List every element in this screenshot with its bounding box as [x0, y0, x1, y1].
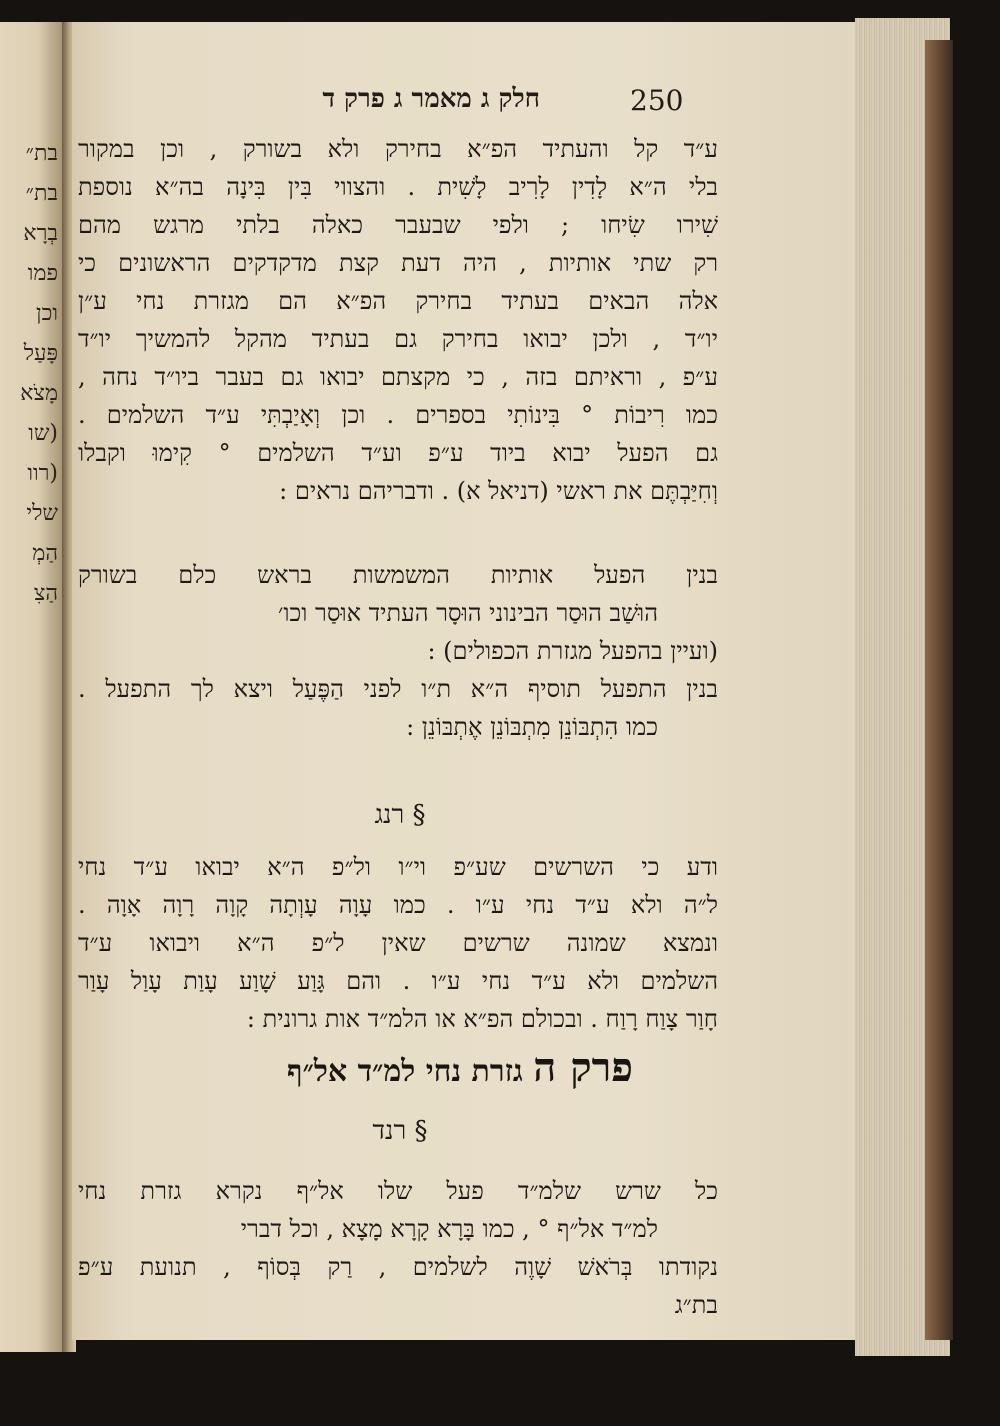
paragraph-2 — [78, 848, 718, 1038]
text-line: הוּשַׁב הוּסַר הבינוני הוּסָר העתיד אוּסַר וכו׳ — [277, 599, 658, 627]
text-line: כמו הִתְבּוֹנֵן מִתְבּוֹנֵן אֶתְבּוֹנֵן : — [406, 713, 658, 741]
paragraph-1 — [78, 130, 718, 510]
left-fragment: בת״ — [25, 181, 58, 206]
text-line: בלי ה״א לָדִין לָרִיב לָשִׁית . והצווי בִּין בִּינָה בה״א נוספת — [78, 173, 718, 201]
text-line: ודע כי השרשים שע״פ וי״ו ול״פ ה״א יבואו ע״ד נחי — [78, 853, 718, 881]
text-line: למ״ד אל״ף ° , כמו בָּרָא קָרָא מָצָא , וכל דברי — [240, 1215, 658, 1243]
text-line: ל״ה ולא ע״ד נחי ע״ו . כמו עָוָה עָוְתָה קָוָה רָוָה אָוָה . — [78, 891, 718, 919]
left-fragment: פָּעַל — [23, 341, 58, 366]
text-line: בנין התפעל תוסיף ה״א ת״ו לפני הַפֶּעַל ויצא לך התפעל . — [78, 675, 718, 703]
text-line: ונמצא שמונה שרשים שאין ל״פ ה״א ויבואו ע״ד — [78, 929, 718, 957]
text-line: גם הפעל יבוא ביוד ע״פ וע״ד השלמים ° קִימוּ וקבלו — [78, 439, 718, 467]
left-fragment: פמו — [27, 261, 58, 286]
paragraph-3 — [78, 1172, 718, 1324]
left-fragment: מָצֹא — [20, 381, 58, 406]
text-line: רק שתי אותיות , היה דעת קצת מדקדקים הראשונים כי — [78, 249, 718, 277]
left-page — [0, 22, 62, 1352]
running-header: חלק ג מאמר ג פרק ד — [322, 84, 540, 114]
text-line: חָוַר צָוַח רָוַח . ובכולם הפ״א או הלמ״ד אות גרונית : — [246, 1005, 718, 1033]
text-line: כמו רִיבוֹת ° בִּינוֹתִי בספרים . וכן וְאָיַבְתִּי ע״ד השלמים . — [78, 401, 718, 429]
left-fragment: (שו — [28, 421, 58, 446]
left-fragment: (רוו — [27, 461, 58, 486]
text-line: ע״פ , וראיתם בזה , כי מקצתם יבואו גם בעבר ביו״ד נחה , — [78, 363, 718, 391]
binyan-section — [78, 556, 718, 746]
chapter-heading — [250, 1044, 670, 1091]
page-number: 250 — [630, 84, 684, 117]
chapter-title: גזרת נחי למ״ד אל״ף — [286, 1054, 523, 1089]
left-fragment: שלי — [26, 501, 58, 526]
text-line: בנין הפעל אותיות המשמשות בראש כלם בשורק — [78, 561, 718, 589]
text-line: השלמים ולא ע״ד נחי ע״ו . והם גָּוַע שָׁוַע עָוַת עָוַל עָוַר — [78, 967, 718, 995]
left-fragment: וכן — [36, 301, 58, 326]
text-line: (ועיין בהפעל מגזרת הכפולים) : — [427, 637, 718, 665]
text-line: שִׁירו שִׂיחו ; ולפי שבעבר כאלה בלתי מרגש מהם — [78, 211, 718, 239]
left-fragment: בת״ — [25, 141, 58, 166]
left-fragment: הַצִ — [33, 581, 58, 606]
section-mark: § רנד — [372, 1116, 428, 1146]
text-line: נקודתו בְּרֹאשׁ שָׁוֶה לשלמים , רַק בְּסוֹף , תנועת ע״פ — [78, 1253, 718, 1281]
text-line: וְחִיַּבְתֶּם את ראשי (דניאל א) . ודבריהם נראים : — [279, 477, 718, 505]
left-fragment: הַמְ — [32, 541, 58, 566]
chapter-word: פרק ה — [533, 1044, 634, 1091]
left-page-fragments — [0, 134, 58, 614]
text-line: ע״ד קל והעתיד הפ״א בחירק ולא בשורק , וכן במקור — [78, 135, 718, 163]
text-line: בת״ג — [674, 1291, 718, 1319]
text-line: אלה הבאים בעתיד בחירק הפ״א הם מגזרת נחי ע״ן — [78, 287, 718, 315]
text-line: כל שרש שלמ״ד פעל שלו אל״ף נקרא גזרת נחי — [78, 1177, 718, 1205]
text-line: יו״ד , ולכן יבואו בחירק גם בעתיד מהקל להמשיך יו״ד — [78, 325, 718, 353]
section-mark: § רנג — [374, 800, 426, 830]
left-fragment: בְרָא — [23, 221, 58, 246]
book-binding — [925, 40, 953, 1340]
